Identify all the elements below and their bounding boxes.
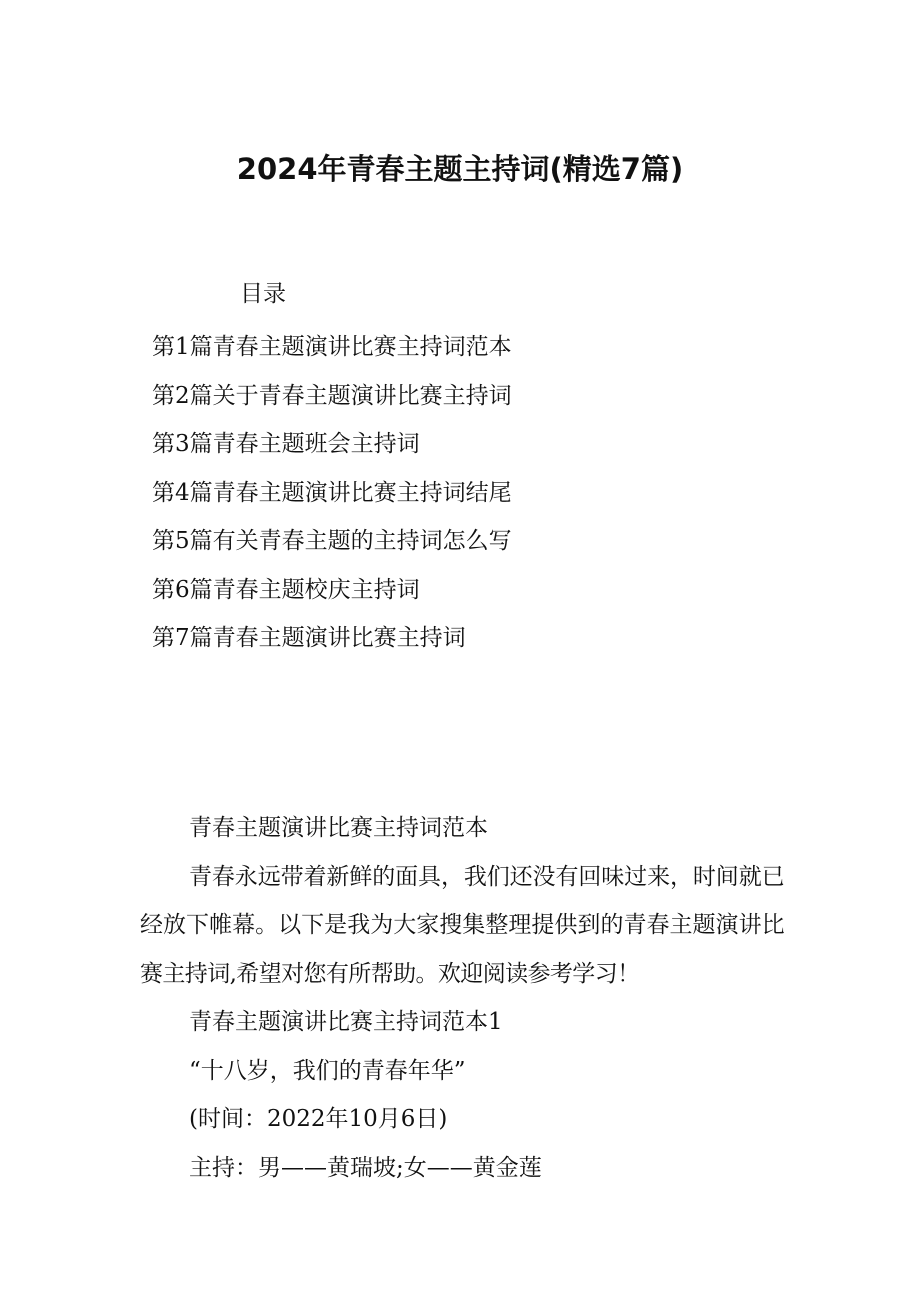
- subtitle: 青春主题演讲比赛主持词范本1: [189, 1009, 503, 1035]
- time-line: (时间：2022年10月6日): [189, 1106, 448, 1132]
- toc-item: 第3篇青春主题班会主持词: [152, 431, 420, 457]
- toc-item: 第6篇青春主题校庆主持词: [152, 576, 420, 603]
- toc-item: 第7篇青春主题演讲比赛主持词: [152, 625, 466, 651]
- table-of-contents: [152, 323, 512, 663]
- intro-paragraph: 青春永远带着新鲜的面具，我们还没有回味过来，时间就已经放下帷幕。以下是我为大家搜集整理提供到的青春主题演讲比赛主持词,希望对您有所帮助。欢迎阅读参考学习！: [140, 863, 784, 987]
- toc-heading: 目录: [240, 281, 286, 307]
- toc-item: 第4篇青春主题演讲比赛主持词结尾: [152, 479, 512, 506]
- theme-line: “十八岁，我们的青春年华”: [189, 1057, 466, 1084]
- hosts-line: 主持：男——黄瑞坡;女——黄金莲: [189, 1154, 542, 1181]
- section-title: 青春主题演讲比赛主持词范本: [189, 815, 488, 841]
- toc-item: 第1篇青春主题演讲比赛主持词范本: [152, 334, 512, 360]
- document-title: 2024年青春主题主持词(精选7篇): [236, 152, 684, 186]
- toc-item: 第2篇关于青春主题演讲比赛主持词: [152, 382, 512, 409]
- body-text: [140, 804, 784, 1192]
- toc-item: 第5篇有关青春主题的主持词怎么写: [152, 528, 512, 554]
